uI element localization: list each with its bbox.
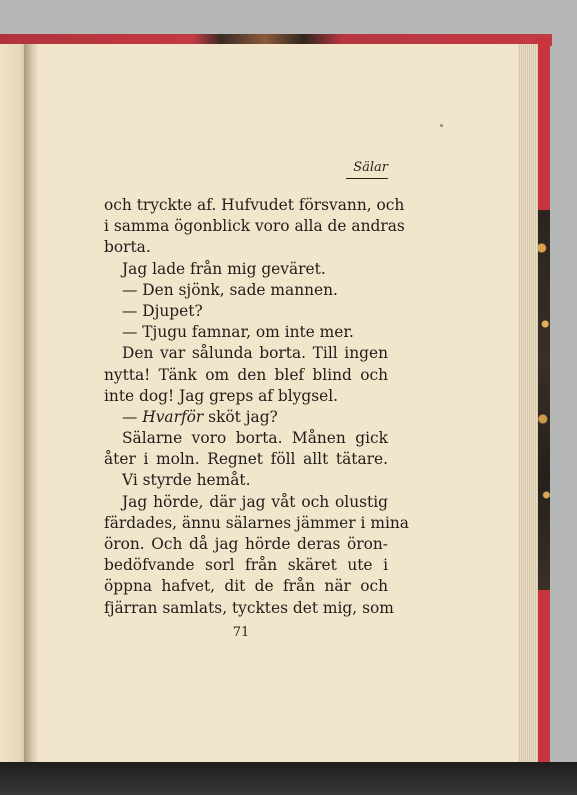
text-line: fjärran samlats, tycktes det mig, som [104,598,394,617]
text-line: åter i moln. Regnet föll allt tätare. [104,450,388,469]
page-gutter [24,44,38,764]
marbled-endpaper [538,210,550,590]
text-line: borta. [104,238,151,257]
text-line: inte dog! Jag greps af blygsel. [104,386,339,405]
text-line: Den var sålunda borta. Till ingen [122,344,388,363]
emphasis-word: Hvarför [142,407,204,426]
text-line [104,407,388,428]
header-underline [346,178,388,179]
paper-speck [440,124,443,127]
text-line: i samma ögonblick voro alla de andras [104,217,405,236]
text-line: Jag lade från mig geväret. [122,259,326,278]
text-line: öron. Och då jag hörde deras öron- [104,535,388,553]
text-line: Jag hörde, där jag våt och olustig [122,492,388,511]
text-line: nytta! Tänk om den blef blind och [104,365,388,384]
body-text [104,195,409,619]
text-line: — Djupet? [122,301,203,320]
text-line: färdades, ännu sälarnes jämmer i mina [104,513,409,532]
page-number: 71 [232,625,250,640]
text-line: — Tjugu famnar, om inte mer. [122,323,354,342]
text-line: Sälarne voro borta. Månen gick [122,429,388,448]
line-rest: sköt jag? [203,407,278,426]
dash: — [122,407,143,426]
page-block-edges [518,44,538,764]
text-line: och tryckte af. Hufvudet försvann, och [104,196,405,214]
text-line: bedöfvande sorl från skäret ute i [104,556,388,575]
text-line: Vi styrde hemåt. [122,471,251,490]
text-line: — Den sjönk, sade mannen. [122,280,338,299]
running-header: Sälar [353,160,388,175]
text-line: öppna hafvet, dit de från när och [104,577,388,596]
scan-background-bottom [0,762,577,795]
